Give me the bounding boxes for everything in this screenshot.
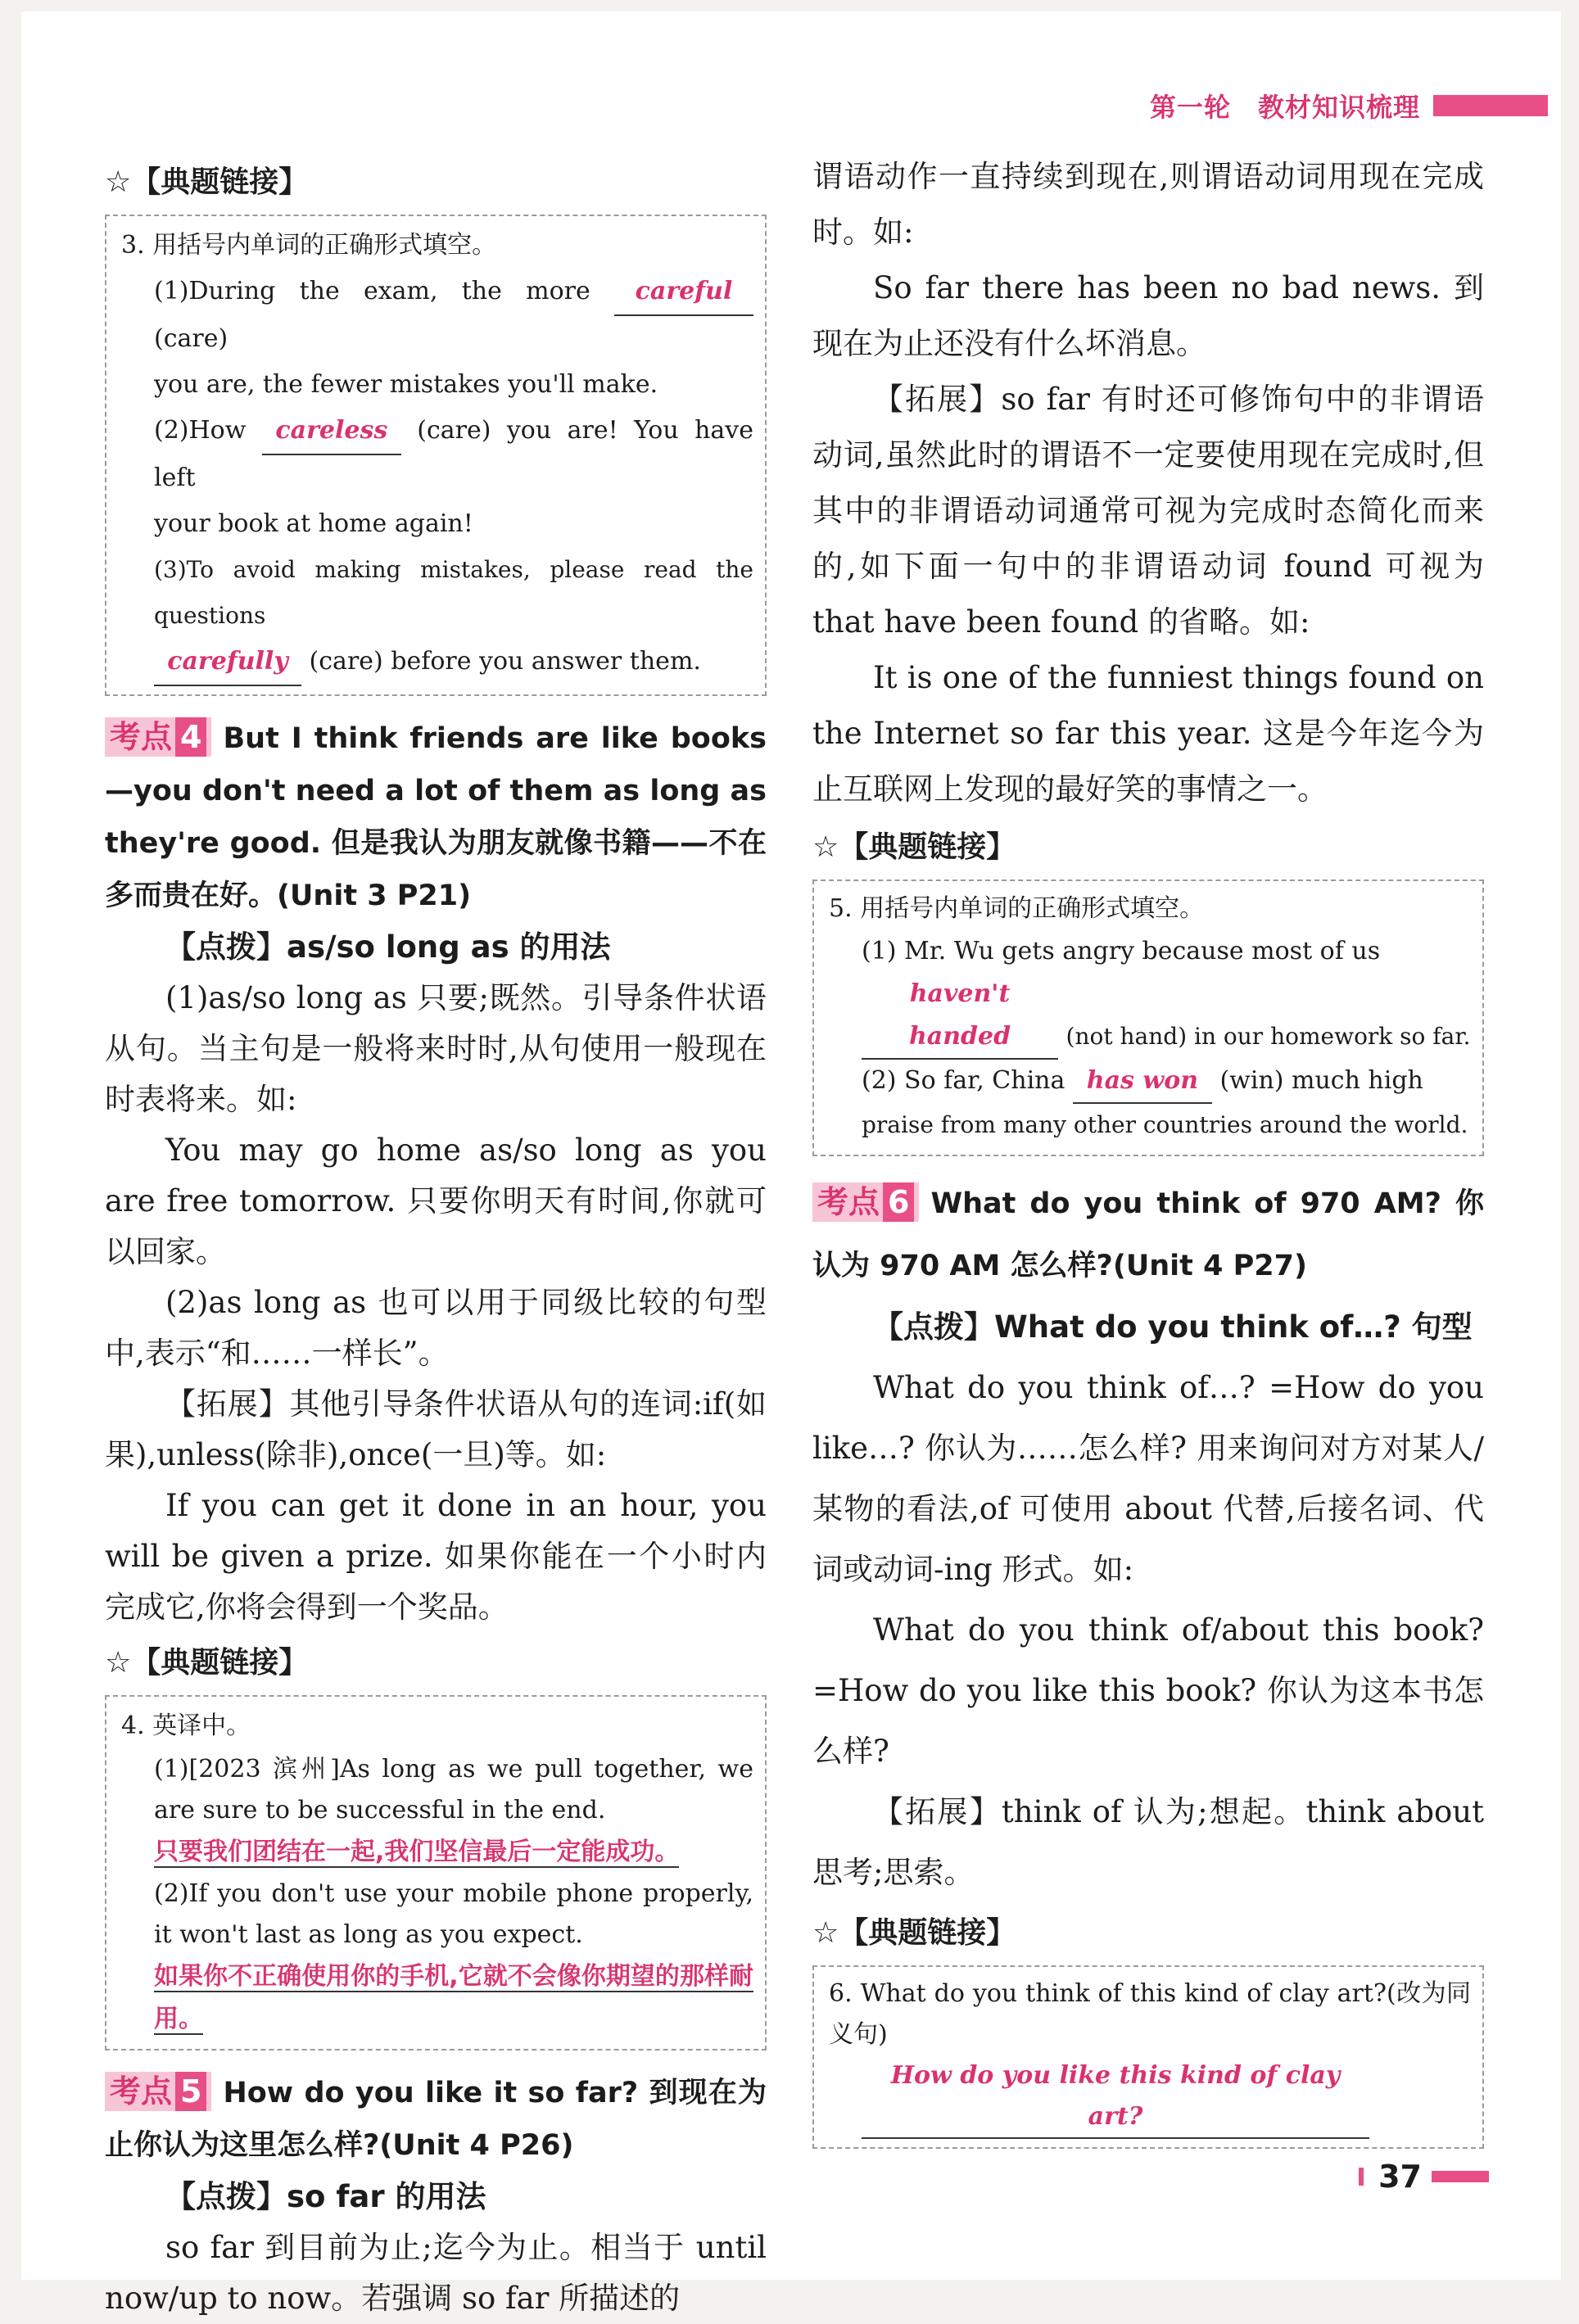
kaodian-6: 考点 6 What do you think of 970 AM? 你认为 970 AM 怎么样?(Unit 4 P27)	[812, 1184, 1484, 1282]
kd5-para-1-cont: 谓语动作一直持续到现在,则谓语动词用现在完成时。如:	[812, 159, 1484, 250]
kaodian-badge-6: 考点 6	[812, 1182, 919, 1222]
q3-sentence-1-cont: you are, the fewer mistakes you'll make.	[154, 370, 658, 399]
kd6-tip-heading: 【点拨】What do you think of…? 句型	[873, 1309, 1473, 1345]
kd4-example-2: If you can get it done in an hour, you will be given a prize. 如果你能在一个小时内完成它,你将会得到一个奖品。	[105, 1488, 767, 1625]
q5-heading: ☆【典题链接】	[812, 830, 1016, 864]
kd4-para-2: (2)as long as 也可以用于同级比较的句型中,表示“和……一样长”。	[105, 1285, 767, 1371]
q3-answer-2: careless	[262, 408, 401, 455]
kd5-para-1: so far 到目前为止;迄今为止。相当于 until now/up to now。若强调 so far 所描述的	[105, 2230, 767, 2316]
page	[21, 11, 1561, 2316]
kd5-example-2: It is one of the funniest things found on the Internet so far this year. 这是今年迄今为止互联网上发现的最好笑的事情之一。	[812, 660, 1484, 807]
q3-heading: ☆【典题链接】	[105, 165, 309, 199]
q4-answer-1: 只要我们团结在一起,我们坚信最后一定能成功。	[154, 1838, 680, 1866]
q4-sentence-2: (2)If you don't use your mobile phone properly, it won't last as long as you expect.	[154, 1879, 753, 1949]
q4-prompt: 4. 英译中。	[121, 1711, 251, 1740]
q3-sentence-2-cont: your book at home again!	[154, 509, 473, 538]
q3-sentence-2: (2)How careless (care) you are! You have left	[121, 408, 753, 501]
q5-sentence-1: (1) Mr. Wu gets angry because most of us	[862, 937, 1381, 965]
q5-exercise-box	[812, 879, 1484, 1156]
footer-accent-bar	[1432, 2171, 1489, 2182]
q3-sentence-1: (1)During the exam, the more careful (care)	[121, 269, 753, 362]
kd4-tip-heading: 【点拨】as/so long as 的用法	[165, 929, 611, 965]
q5-sentence-1-cont: haven't handed (not hand) in our homework so far.	[829, 973, 1471, 1060]
q4-answer-1-wrap	[121, 1831, 753, 1874]
q3-exercise-box	[105, 215, 767, 696]
left-column	[105, 152, 767, 2324]
kd5-extension: 【拓展】so far 有时还可修饰句中的非谓语动词,虽然此时的谓语不一定要使用现在完成时,但其中的非谓语动词通常可视为完成时态简化而来的,如下面一句中的非谓语动词 found 可视为 that have been found 的省略。如:	[812, 382, 1484, 640]
q3-sentence-3: (3)To avoid making mistakes, please read the questions	[154, 556, 753, 629]
q6-exercise-box	[812, 1965, 1484, 2149]
header-accent-bar	[1433, 95, 1548, 116]
q4-sentence-1: (1)[2023 滨州]As long as we pull together, we are sure to be successful in the end.	[154, 1755, 753, 1824]
kd4-extension: 【拓展】其他引导条件状语从句的连词:if(如果),unless(除非),once(一旦)等。如:	[105, 1386, 767, 1472]
kd6-para-1: What do you think of…? =How do you like…? 你认为……怎么样? 用来询问对方对某人/某物的看法,of 可使用 about 代替,后接名词、代词或动词-ing 形式。如:	[812, 1370, 1484, 1587]
kaodian-4: 考点 4 But I think friends are like books—you don't need a lot of them as long as they're good. 但是我认为朋友就像书籍——不在多而贵在好。(Unit 3 P21)	[105, 719, 767, 912]
kd6-example-1: What do you think of/about this book? =How do you like this book? 你认为这本书怎么样?	[812, 1612, 1484, 1769]
q3-sentence-3-cont: carefully (care) before you answer them.	[121, 639, 753, 686]
page-header	[1150, 84, 1548, 128]
q5-prompt: 5. 用括号内单词的正确形式填空。	[829, 894, 1205, 923]
kaodian-badge-5: 考点 5	[105, 2072, 211, 2111]
q6-answer: How do you like this kind of clay art?	[862, 2055, 1369, 2139]
header-title: 第一轮 教材知识梳理	[1149, 92, 1420, 123]
q5-answer-2: has won	[1073, 1060, 1212, 1104]
q6-prompt: 6. What do you think of this kind of clay art?(改为同义句)	[829, 1979, 1471, 2049]
kd4-example-1: You may go home as/so long as you are free tomorrow. 只要你明天有时间,你就可以回家。	[105, 1133, 767, 1269]
q3-answer-3: carefully	[154, 639, 301, 686]
page-footer	[1359, 2159, 1489, 2195]
q4-answer-2-wrap	[121, 1956, 753, 2041]
kaodian-badge-4: 考点 4	[105, 717, 211, 757]
q4-answer-2: 如果你不正确使用你的手机,它就不会像你期望的那样耐用。	[154, 1962, 753, 2033]
footer-tick	[1359, 2168, 1364, 2186]
q3-answer-1: careful	[614, 269, 753, 316]
kaodian-5: 考点 5 How do you like it so far? 到现在为止你认为这里怎么样?(Unit 4 P26)	[105, 2073, 767, 2162]
q3-prompt: 3. 用括号内单词的正确形式填空。	[121, 231, 497, 260]
kd4-para-1: (1)as/so long as 只要;既然。引导条件状语从句。当主句是一般将来时时,从句使用一般现在时表将来。如:	[105, 980, 767, 1117]
q5-sentence-2: (2) So far, China has won (win) much high	[829, 1060, 1471, 1104]
kd5-example-1: So far there has been no bad news. 到现在为止还没有什么坏消息。	[812, 270, 1484, 361]
kd5-tip-heading: 【点拨】so far 的用法	[165, 2179, 486, 2214]
q5-sentence-2-cont: praise from many other countries around the world.	[862, 1111, 1468, 1138]
page-number: 37	[1378, 2159, 1422, 2195]
q5-answer-1: haven't handed	[862, 973, 1058, 1060]
kd6-extension: 【拓展】think of 认为;想起。think about 思考;思索。	[812, 1794, 1484, 1890]
q4-heading: ☆【典题链接】	[105, 1646, 309, 1680]
right-column	[812, 149, 1484, 2165]
q4-exercise-box	[105, 1695, 767, 2050]
q6-heading: ☆【典题链接】	[812, 1916, 1016, 1950]
q6-answer-wrap	[829, 2055, 1471, 2139]
